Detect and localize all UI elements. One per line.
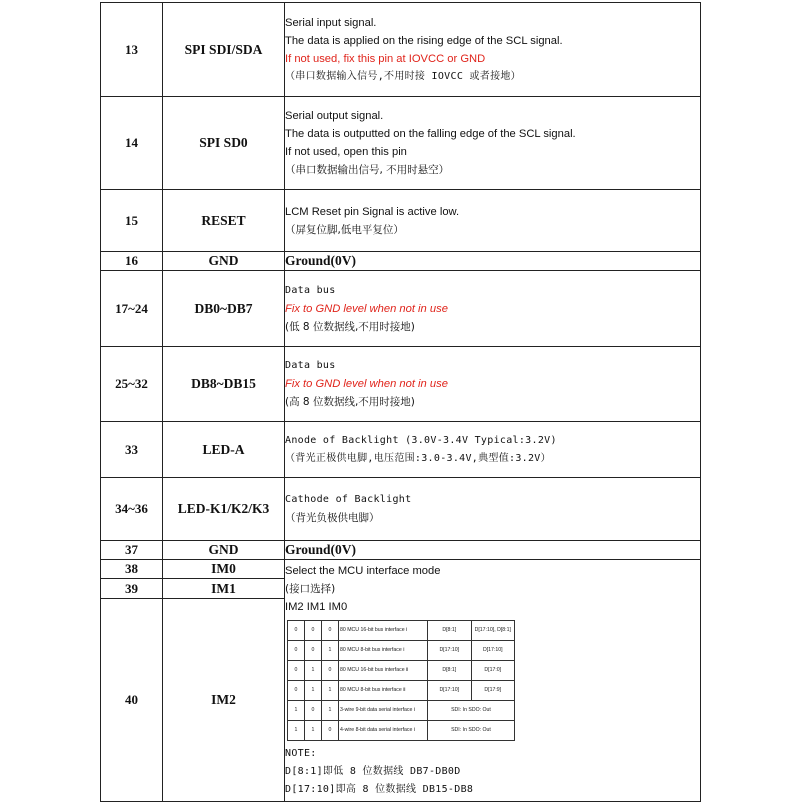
pin-description	[285, 271, 701, 347]
description-line: Cathode of Backlight	[285, 494, 412, 505]
pin-number: 16	[101, 252, 163, 271]
pin-description	[285, 97, 701, 190]
pin-name: IM0	[163, 560, 285, 579]
description-line: If not used, open this pin	[285, 146, 407, 158]
mode-name: 80 MCU 16-bit bus interface Ⅰ	[339, 621, 428, 641]
pin-description	[285, 541, 701, 560]
mode-row	[288, 621, 515, 641]
description-line: NOTE:	[285, 748, 317, 759]
pin-number: 38	[101, 560, 163, 579]
pin-number: 25~32	[101, 347, 163, 422]
mode-bit: 0	[288, 621, 305, 641]
mode-bit: 0	[322, 621, 339, 641]
interface-mode-table	[287, 620, 515, 741]
mode-data-pins: D[17:0]	[471, 661, 515, 681]
mode-data-pins: SDI: In SDO: Out	[428, 721, 515, 741]
pin-name: LED-K1/K2/K3	[163, 478, 285, 541]
mode-data-pins: D[8:1]	[428, 661, 472, 681]
pin-row	[101, 347, 701, 422]
mode-bit: 1	[288, 721, 305, 741]
pin-name: GND	[163, 252, 285, 271]
pin-name: DB8~DB15	[163, 347, 285, 422]
description-line: Ground(0V)	[285, 253, 357, 268]
description-line: Fix to GND level when not in use	[285, 378, 448, 390]
pin-number: 37	[101, 541, 163, 560]
mode-bit: 0	[322, 721, 339, 741]
mode-bit: 0	[305, 641, 322, 661]
pin-description	[285, 3, 701, 97]
mode-bit: 0	[322, 661, 339, 681]
description-line: The data is outputted on the falling edge of the SCL signal.	[285, 128, 576, 140]
mode-bit: 1	[322, 681, 339, 701]
pin-name: LED-A	[163, 422, 285, 478]
mode-bit: 1	[305, 721, 322, 741]
description-line: （屏复位脚,低电平复位）	[285, 223, 404, 236]
description-line: D[17:10]即高 8 位数据线 DB15-DB8	[285, 784, 474, 795]
mode-bit: 1	[322, 641, 339, 661]
pin-number: 40	[101, 599, 163, 802]
description-line: （串口数据输入信号,不用时接 IOVCC 或者接地）	[285, 70, 521, 82]
description-line: Select the MCU interface mode	[285, 565, 441, 577]
pin-description	[285, 252, 701, 271]
mode-row	[288, 661, 515, 681]
description-line: Anode of Backlight (3.0V-3.4V Typical:3.2V)	[285, 434, 557, 446]
pin-number: 17~24	[101, 271, 163, 347]
pin-description	[285, 422, 701, 478]
mode-bit: 1	[305, 661, 322, 681]
mode-name: 80 MCU 8-bit bus interface Ⅰ	[339, 641, 428, 661]
pin-name: IM2	[163, 599, 285, 802]
pin-row	[101, 541, 701, 560]
mode-bit: 1	[305, 681, 322, 701]
pin-name: RESET	[163, 190, 285, 252]
mode-name: 3-wire 9-bit data serial interface Ⅰ	[339, 701, 428, 721]
pin-row	[101, 560, 701, 579]
mode-name: 80 MCU 8-bit bus interface Ⅱ	[339, 681, 428, 701]
pin-number: 13	[101, 3, 163, 97]
pin-row	[101, 97, 701, 190]
mode-data-pins: D[17:10]	[428, 641, 472, 661]
description-line: （背光负极供电脚）	[285, 512, 380, 524]
mode-bit: 0	[305, 621, 322, 641]
pin-number: 34~36	[101, 478, 163, 541]
pin-row	[101, 3, 701, 97]
description-line: (高 8 位数据线,不用时接地)	[285, 396, 415, 408]
mode-row	[288, 701, 515, 721]
description-line: Data bus	[285, 360, 336, 371]
pin-name: DB0~DB7	[163, 271, 285, 347]
description-line: Ground(0V)	[285, 542, 357, 557]
pin-name: SPI SDI/SDA	[163, 3, 285, 97]
mode-data-pins: D[17:10]	[428, 681, 472, 701]
mode-row	[288, 641, 515, 661]
pin-number: 33	[101, 422, 163, 478]
pin-name: SPI SD0	[163, 97, 285, 190]
mode-bit: 1	[322, 701, 339, 721]
mode-bit: 0	[288, 681, 305, 701]
description-line: Serial output signal.	[285, 110, 384, 122]
description-line: If not used, fix this pin at IOVCC or GND	[285, 52, 486, 65]
mode-row	[288, 681, 515, 701]
mode-data-pins: D[17:9]	[471, 681, 515, 701]
pin-description	[285, 347, 701, 422]
description-line: (接口选择)	[285, 583, 336, 595]
mode-bit: 0	[288, 661, 305, 681]
mode-data-pins: D[17:10]	[471, 641, 515, 661]
pin-row	[101, 252, 701, 271]
pin-number: 14	[101, 97, 163, 190]
description-line: （背光正极供电脚,电压范围:3.0-3.4V,典型值:3.2V）	[285, 452, 551, 464]
pin-name: IM1	[163, 579, 285, 599]
description-line: （串口数据输出信号, 不用时悬空）	[285, 164, 450, 176]
mode-bit: 0	[288, 641, 305, 661]
description-line: Fix to GND level when not in use	[285, 302, 448, 315]
description-line: (低 8 位数据线,不用时接地)	[285, 320, 415, 333]
mode-data-pins: SDI: In SDO: Out	[428, 701, 515, 721]
mode-bit: 0	[305, 701, 322, 721]
description-line: LCM Reset pin Signal is active low.	[285, 205, 460, 218]
pin-description	[285, 190, 701, 252]
pin-row	[101, 190, 701, 252]
mode-bit: 1	[288, 701, 305, 721]
mode-data-pins: D[17:10], D[8:1]	[471, 621, 515, 641]
description-line: Data bus	[285, 284, 336, 296]
description-line: The data is applied on the rising edge of the SCL signal.	[285, 34, 563, 47]
pin-description	[285, 478, 701, 541]
pin-row	[101, 271, 701, 347]
description-line: Serial input signal.	[285, 16, 377, 29]
mode-row	[288, 721, 515, 741]
pin-table	[100, 2, 701, 802]
interface-mode-description	[285, 560, 701, 802]
pin-number: 39	[101, 579, 163, 599]
description-line: D[8:1]即低 8 位数据线 DB7-DB0D	[285, 766, 461, 777]
description-line: IM2 IM1 IM0	[285, 601, 348, 613]
pin-number: 15	[101, 190, 163, 252]
pin-row	[101, 422, 701, 478]
mode-data-pins: D[8:1]	[428, 621, 472, 641]
pin-name: GND	[163, 541, 285, 560]
pin-row	[101, 478, 701, 541]
mode-name: 4-wire 8-bit data serial interface Ⅰ	[339, 721, 428, 741]
mode-name: 80 MCU 16-bit bus interface Ⅱ	[339, 661, 428, 681]
